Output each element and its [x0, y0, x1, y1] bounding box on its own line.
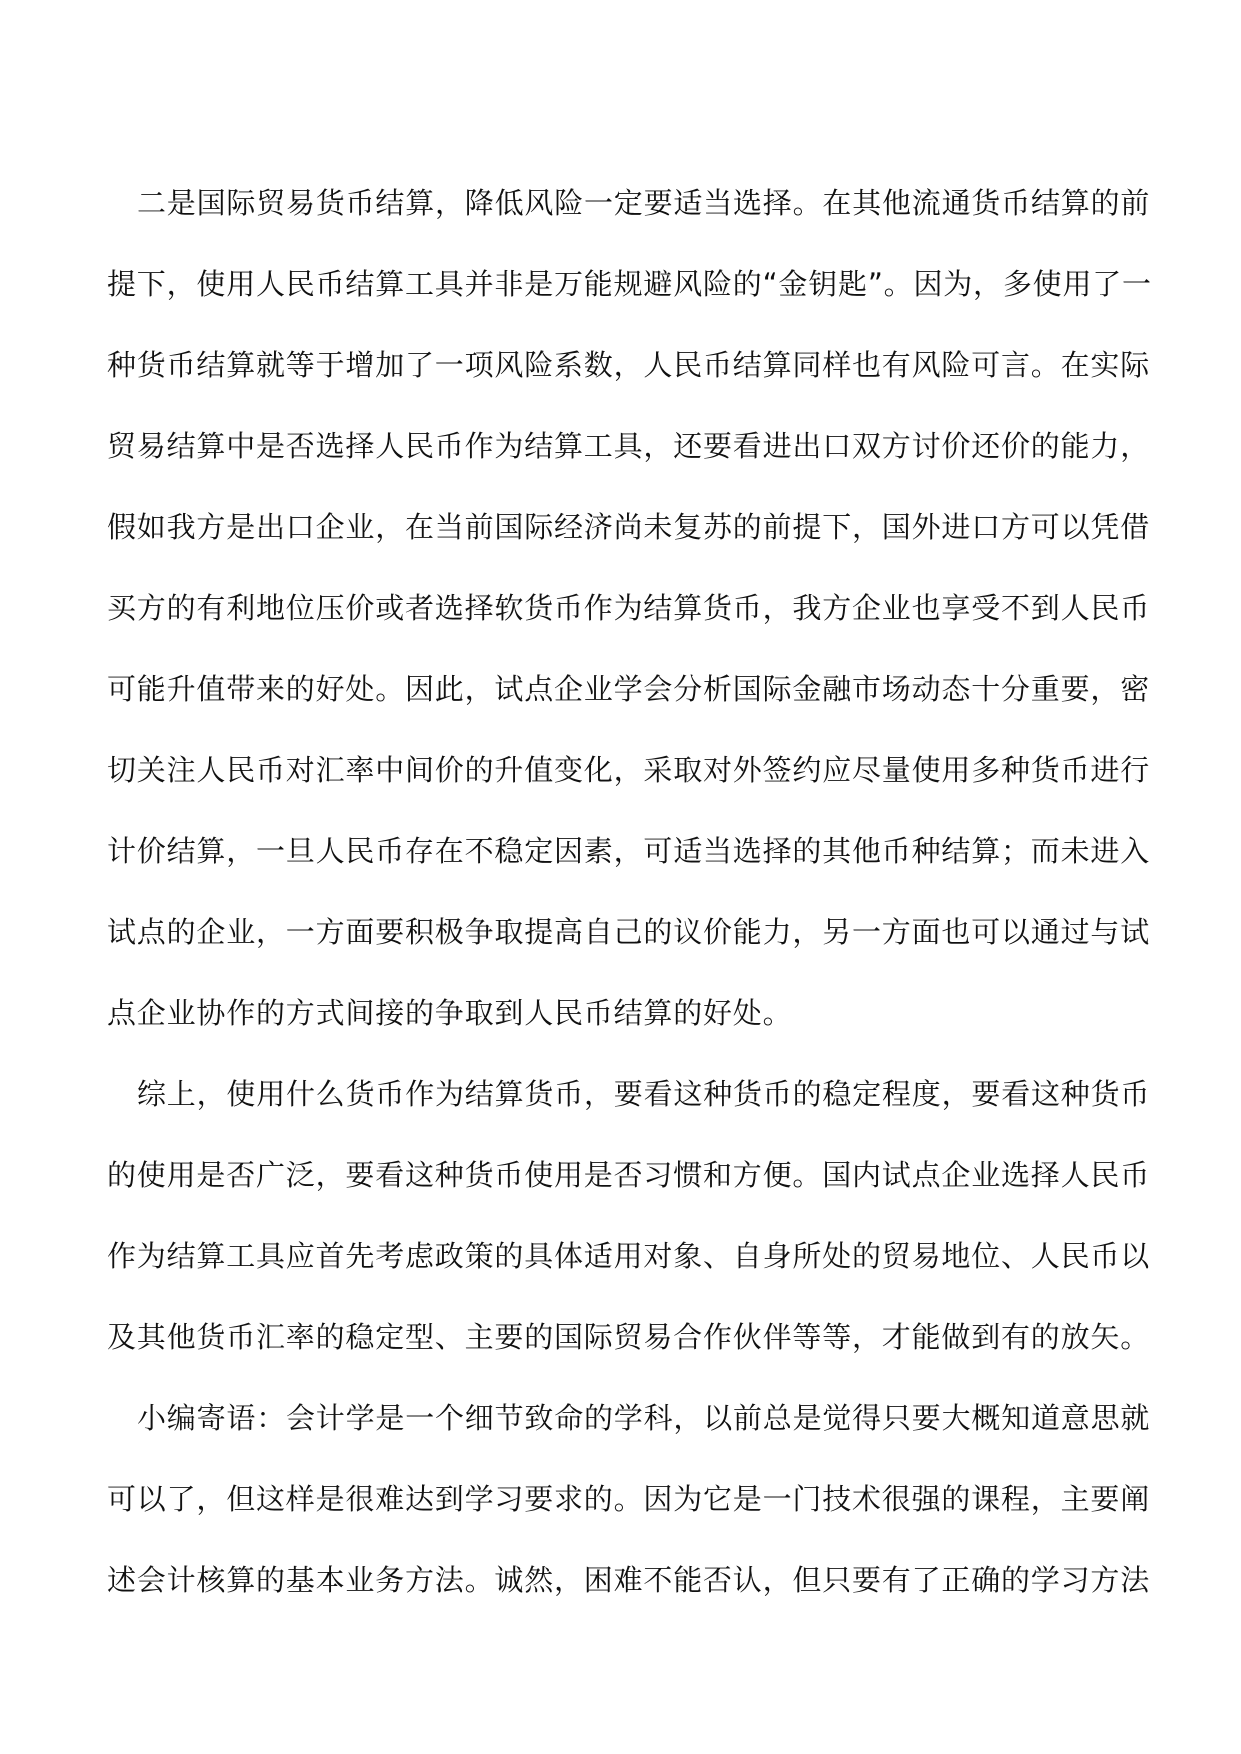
- paragraph-currency-risk: [107, 163, 1152, 1054]
- paragraph-editor-note: [107, 1378, 1151, 1621]
- text-line: 可以了，但这样是很难达到学习要求的。因为它是一门技术很强的课程，主要阐: [107, 1482, 1151, 1516]
- text-line: 假如我方是出口企业，在当前国际经济尚未复苏的前提下，国外进口方可以凭借: [107, 510, 1151, 544]
- text-line: 及其他货币汇率的稳定型、主要的国际贸易合作伙伴等等，才能做到有的放矢。: [107, 1320, 1151, 1354]
- text-line: 贸易结算中是否选择人民币作为结算工具，还要看进出口双方讨价还价的能力，: [107, 429, 1151, 463]
- text-line: 可能升值带来的好处。因此，试点企业学会分析国际金融市场动态十分重要，密: [107, 672, 1151, 706]
- text-line: 综上，使用什么货币作为结算货币，要看这种货币的稳定程度，要看这种货币: [137, 1077, 1151, 1111]
- text-line: 作为结算工具应首先考虑政策的具体适用对象、自身所处的贸易地位、人民币以: [107, 1239, 1151, 1273]
- text-line: 切关注人民币对汇率中间价的升值变化，采取对外签约应尽量使用多种货币进行: [107, 753, 1151, 787]
- text-line: 小编寄语：会计学是一个细节致命的学科，以前总是觉得只要大概知道意思就: [137, 1401, 1151, 1435]
- text-line: 买方的有利地位压价或者选择软货币作为结算货币，我方企业也享受不到人民币: [107, 591, 1151, 625]
- document-body: [107, 163, 1152, 1621]
- text-line: 二是国际贸易货币结算，降低风险一定要适当选择。在其他流通货币结算的前: [137, 186, 1151, 220]
- text-line: 的使用是否广泛，要看这种货币使用是否习惯和方便。国内试点企业选择人民币: [107, 1158, 1151, 1192]
- text-line: 种货币结算就等于增加了一项风险系数，人民币结算同样也有风险可言。在实际: [107, 348, 1151, 382]
- text-line: 点企业协作的方式间接的争取到人民币结算的好处。: [107, 996, 793, 1030]
- text-line: 提下，使用人民币结算工具并非是万能规避风险的“金钥匙”。因为，多使用了一: [107, 267, 1152, 301]
- text-line: 试点的企业，一方面要积极争取提高自己的议价能力，另一方面也可以通过与试: [107, 915, 1151, 949]
- text-line: 计价结算，一旦人民币存在不稳定因素，可适当选择的其他币种结算；而未进入: [107, 834, 1151, 868]
- paragraph-summary: [107, 1054, 1151, 1378]
- text-line: 述会计核算的基本业务方法。诚然，困难不能否认，但只要有了正确的学习方法: [107, 1563, 1151, 1597]
